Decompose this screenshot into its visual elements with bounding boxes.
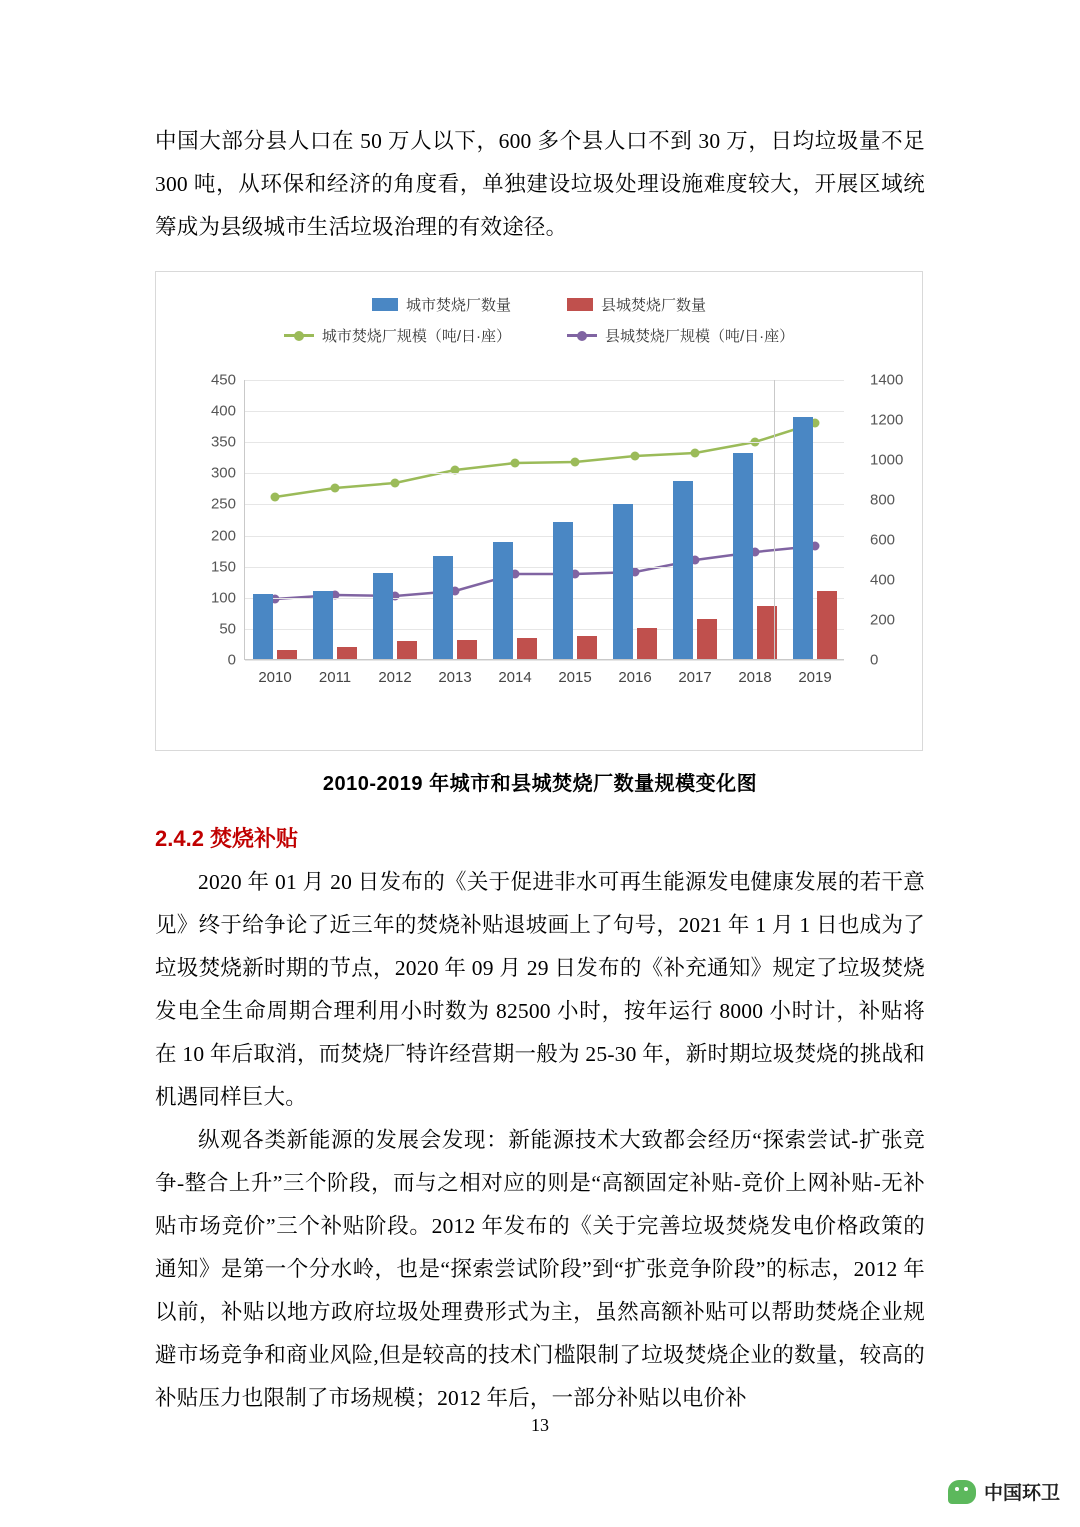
bar-city-count xyxy=(553,522,573,659)
chart-gridline xyxy=(245,660,844,661)
bar-county-count xyxy=(637,628,657,659)
legend-row-1 xyxy=(156,294,922,315)
legend-item-city-scale xyxy=(284,325,511,346)
chart-plot-area xyxy=(210,371,904,686)
line-marker xyxy=(631,452,640,461)
y-axis-right-tick: 0 xyxy=(870,651,879,669)
y-axis-left-tick: 250 xyxy=(210,495,236,513)
bar-city-count xyxy=(253,594,273,659)
y-axis-left-tick: 200 xyxy=(210,527,236,545)
bar-county-count xyxy=(697,619,717,659)
chart-gridline xyxy=(245,380,844,381)
line-marker xyxy=(511,459,520,468)
line-marker xyxy=(331,484,340,493)
y-axis-right-tick: 200 xyxy=(870,611,896,629)
bar-city-count xyxy=(613,504,633,659)
y-axis-right-tick: 600 xyxy=(870,531,896,549)
chart-right-axis xyxy=(774,380,775,660)
legend-label-city-scale: 城市焚烧厂规模（吨/日·座） xyxy=(321,328,511,345)
y-axis-right-tick: 400 xyxy=(870,571,896,589)
chart-figure xyxy=(155,271,923,751)
legend-line-green xyxy=(284,334,314,337)
chart-gridline xyxy=(245,411,844,412)
bar-city-count xyxy=(673,481,693,659)
section-heading: 2.4.2 焚烧补贴 xyxy=(155,826,299,851)
legend-line-purple xyxy=(567,334,597,337)
paragraph-subsidy-1: 2020 年 01 月 20 日发布的《关于促进非水可再生能源发电健康发展的若干意见》终于给争论了近三年的焚烧补贴退坡画上了句号，2021 年 1 月 1 日也成为了垃圾焚烧新时期的节点，2020 年 09 月 29 日发布的《补充通知》规定了垃圾焚烧发电全生命周期合理利用小时数为 82500 小时，按年运行 8000 小时计，补贴将在 10 年后取消，而焚烧厂特许经营期一般为 25-30 年，新时期垃圾焚烧的挑战和机遇同样巨大。 xyxy=(155,870,925,1109)
chart-gridline xyxy=(245,567,844,568)
x-axis-tick: 2011 xyxy=(318,669,352,686)
line-marker xyxy=(691,449,700,458)
x-axis-tick: 2016 xyxy=(618,669,652,686)
legend-item-county-count xyxy=(567,294,706,315)
bar-city-count xyxy=(373,573,393,659)
line-marker xyxy=(391,479,400,488)
chart-line-layer xyxy=(245,380,844,659)
y-axis-left-tick: 350 xyxy=(210,433,236,451)
y-axis-left-tick: 150 xyxy=(210,558,236,576)
paragraph-intro: 中国大部分县人口在 50 万人以下，600 多个县人口不到 30 万，日均垃圾量不足 300 吨，从环保和经济的角度看，单独建设垃圾处理设施难度较大，开展区域统筹成为县级城市生活垃圾治理的有效途径。 xyxy=(155,129,925,239)
bar-county-count xyxy=(337,647,357,659)
footer-badge-label: 中国环卫 xyxy=(983,1483,1060,1504)
chart-gridline xyxy=(245,473,844,474)
paragraph-subsidy-2: 纵观各类新能源的发展会发现：新能源技术大致都会经历“探索尝试-扩张竞争-整合上升”三个阶段，而与之相对应的则是“高额固定补贴-竞价上网补贴-无补贴市场竞价”三个补贴阶段。2012 年发布的《关于完善垃圾焚烧发电价格政策的通知》是第一个分水岭，也是“探索尝试阶段”到“扩张竞争阶段”的标志，2012 年以前，补贴以地方政府垃圾处理费形式为主，虽然高额补贴可以帮助焚烧企业规避市场竞争和商业风险,但是较高的技术门槛限制了垃圾焚烧企业的数量，较高的补贴压力也限制了市场规模；2012 年后，一部分补贴以电价补 xyxy=(155,1128,925,1410)
chart-gridline xyxy=(245,598,844,599)
legend-item-county-scale xyxy=(567,325,794,346)
bar-city-count xyxy=(313,591,333,659)
bar-county-count xyxy=(577,636,597,659)
legend-label-county-count: 县城焚烧厂数量 xyxy=(601,297,707,314)
bar-county-count xyxy=(817,591,837,659)
x-axis-tick: 2014 xyxy=(498,669,532,686)
chart-gridline xyxy=(245,442,844,443)
line-marker xyxy=(571,458,580,467)
bar-county-count xyxy=(517,638,537,659)
y-axis-left-tick: 450 xyxy=(210,371,236,389)
bar-city-count xyxy=(793,417,813,659)
chart-gridline xyxy=(245,504,844,505)
x-axis-tick: 2018 xyxy=(738,669,772,686)
y-axis-right-tick: 1200 xyxy=(870,411,904,429)
legend-swatch-blue xyxy=(372,298,398,311)
y-axis-left-tick: 100 xyxy=(210,589,236,607)
chart-gridline xyxy=(245,629,844,630)
bar-city-count xyxy=(733,453,753,659)
legend-row-2 xyxy=(156,325,922,346)
page-number: 13 xyxy=(531,1415,549,1435)
y-axis-right-tick: 1000 xyxy=(870,451,904,469)
y-axis-left-tick: 50 xyxy=(219,620,236,638)
x-axis-tick: 2013 xyxy=(438,669,472,686)
x-axis-tick: 2019 xyxy=(798,669,832,686)
y-axis-left-tick: 400 xyxy=(210,402,236,420)
y-axis-right-tick: 800 xyxy=(870,491,896,509)
page-content xyxy=(155,120,925,1420)
x-axis-tick: 2015 xyxy=(558,669,592,686)
bar-county-count xyxy=(457,640,477,659)
bar-county-count xyxy=(397,641,417,659)
y-axis-left-tick: 300 xyxy=(210,464,236,482)
chart-legend xyxy=(156,294,922,356)
footer-wechat-badge xyxy=(948,1478,1060,1505)
wechat-icon xyxy=(948,1480,976,1504)
legend-label-county-scale: 县城焚烧厂规模（吨/日·座） xyxy=(605,328,795,345)
line-marker xyxy=(271,493,280,502)
x-axis-tick: 2010 xyxy=(258,669,292,686)
x-axis-tick: 2012 xyxy=(378,669,412,686)
legend-swatch-red xyxy=(567,298,593,311)
figure-caption: 2010-2019 年城市和县城焚烧厂数量规模变化图 xyxy=(322,773,758,795)
y-axis-right-tick: 1400 xyxy=(870,371,904,389)
bar-county-count xyxy=(277,650,297,659)
y-axis-left-tick: 0 xyxy=(227,651,236,669)
chart-gridline xyxy=(245,536,844,537)
x-axis-tick: 2017 xyxy=(678,669,712,686)
bar-city-count xyxy=(493,542,513,659)
legend-item-city-count xyxy=(372,294,511,315)
bar-city-count xyxy=(433,556,453,659)
legend-label-city-count: 城市焚烧厂数量 xyxy=(405,297,511,314)
